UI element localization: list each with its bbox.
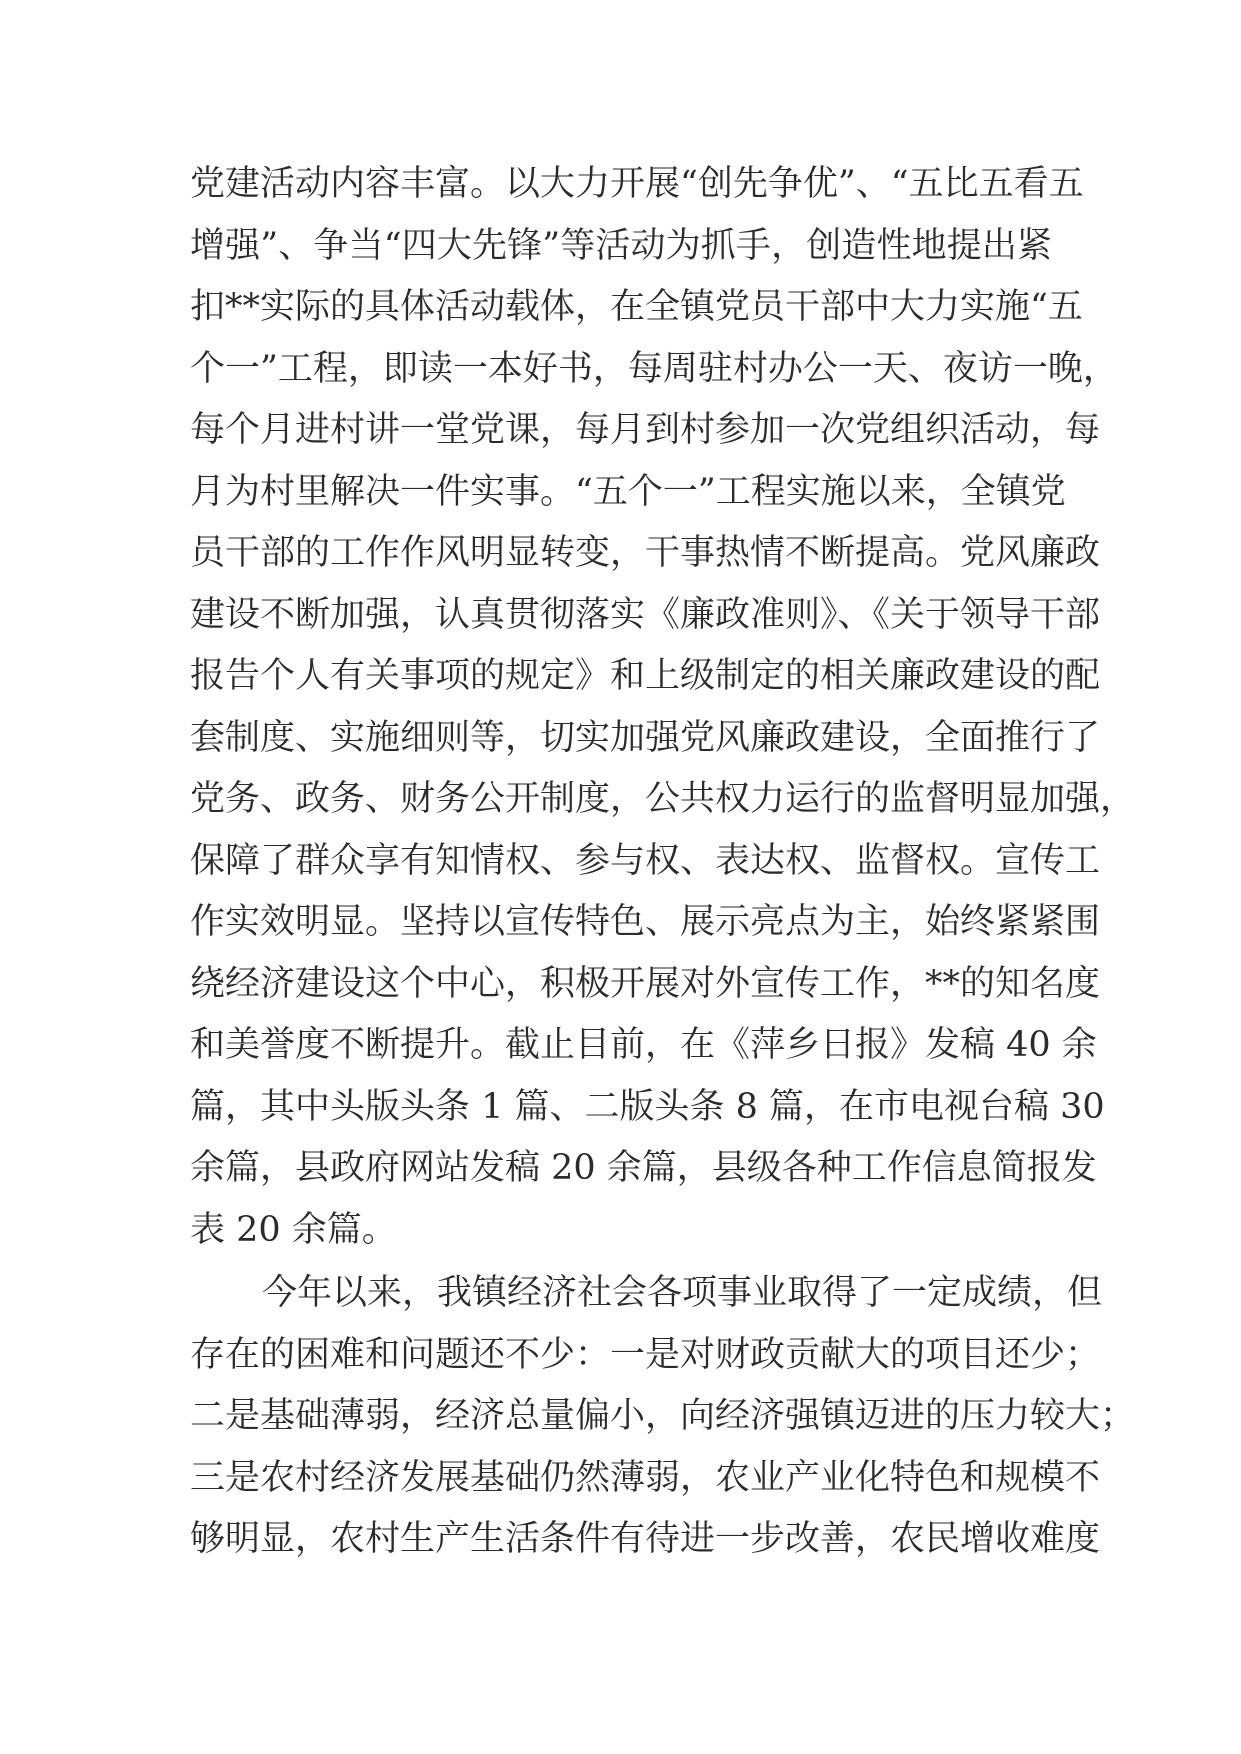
text-line: 表 20 余篇。 bbox=[190, 1209, 397, 1250]
text-line: 和美誉度不断提升。截止目前，在《萍乡日报》发稿 40 余 bbox=[190, 1025, 1097, 1065]
text-line: 作实效明显。坚持以宣传特色、展示亮点为主，始终紧紧围 bbox=[190, 902, 1101, 942]
text-line: 够明显，农村生产生活条件有待进一步改善，农民增收难度 bbox=[190, 1519, 1101, 1559]
text-line: 增强”、争当“四大先锋”等活动为抓手，创造性地提出紧 bbox=[190, 225, 1052, 266]
text-line: 每个月进村讲一堂党课，每月到村参加一次党组织活动，每 bbox=[190, 410, 1101, 450]
text-line: 存在的困难和问题还不少：一是对财政贡献大的项目还少； bbox=[190, 1334, 1101, 1375]
text-line: 建设不断加强，认真贯彻落实《廉政准则》、《关于领导干部 bbox=[190, 594, 1101, 635]
body-paragraph-party-building bbox=[190, 154, 1136, 1261]
text-line: 三是农村经济发展基础仍然薄弱，农业产业化特色和规模不 bbox=[190, 1457, 1101, 1498]
text-line: 党务、政务、财务公开制度，公共权力运行的监督明显加强， bbox=[190, 779, 1136, 819]
text-line: 月为村里解决一件实事。“五个一”工程实施以来，全镇党 bbox=[190, 471, 1066, 512]
text-line: 报告个人有关事项的规定》和上级制定的相关廉政建设的配 bbox=[190, 656, 1101, 696]
text-line: 二是基础薄弱，经济总量偏小，向经济强镇迈进的压力较大； bbox=[190, 1396, 1136, 1436]
text-line: 保障了群众享有知情权、参与权、表达权、监督权。宣传工 bbox=[190, 840, 1101, 881]
text-line: 党建活动内容丰富。以大力开展“创先争优”、“五比五看五 bbox=[190, 164, 1084, 204]
text-line: 今年以来，我镇经济社会各项事业取得了一定成绩，但 bbox=[262, 1273, 1103, 1313]
text-line: 员干部的工作作风明显转变，干事热情不断提高。党风廉政 bbox=[190, 533, 1101, 573]
text-line: 篇，其中头版头条 1 篇、二版头条 8 篇，在市电视台稿 30 bbox=[190, 1086, 1105, 1127]
text-line: 套制度、实施细则等，切实加强党风廉政建设，全面推行了 bbox=[190, 717, 1101, 758]
text-line: 扣**实际的具体活动载体，在全镇党员干部中大力实施“五 bbox=[190, 287, 1083, 327]
body-paragraph-problems bbox=[190, 1263, 1136, 1571]
text-line: 绕经济建设这个中心，积极开展对外宣传工作，**的知名度 bbox=[190, 963, 1101, 1004]
text-line: 个一”工程，即读一本好书，每周驻村办公一天、夜访一晚， bbox=[190, 348, 1118, 389]
text-line: 余篇，县政府网站发稿 20 余篇，县级各种工作信息简报发 bbox=[190, 1148, 1097, 1188]
